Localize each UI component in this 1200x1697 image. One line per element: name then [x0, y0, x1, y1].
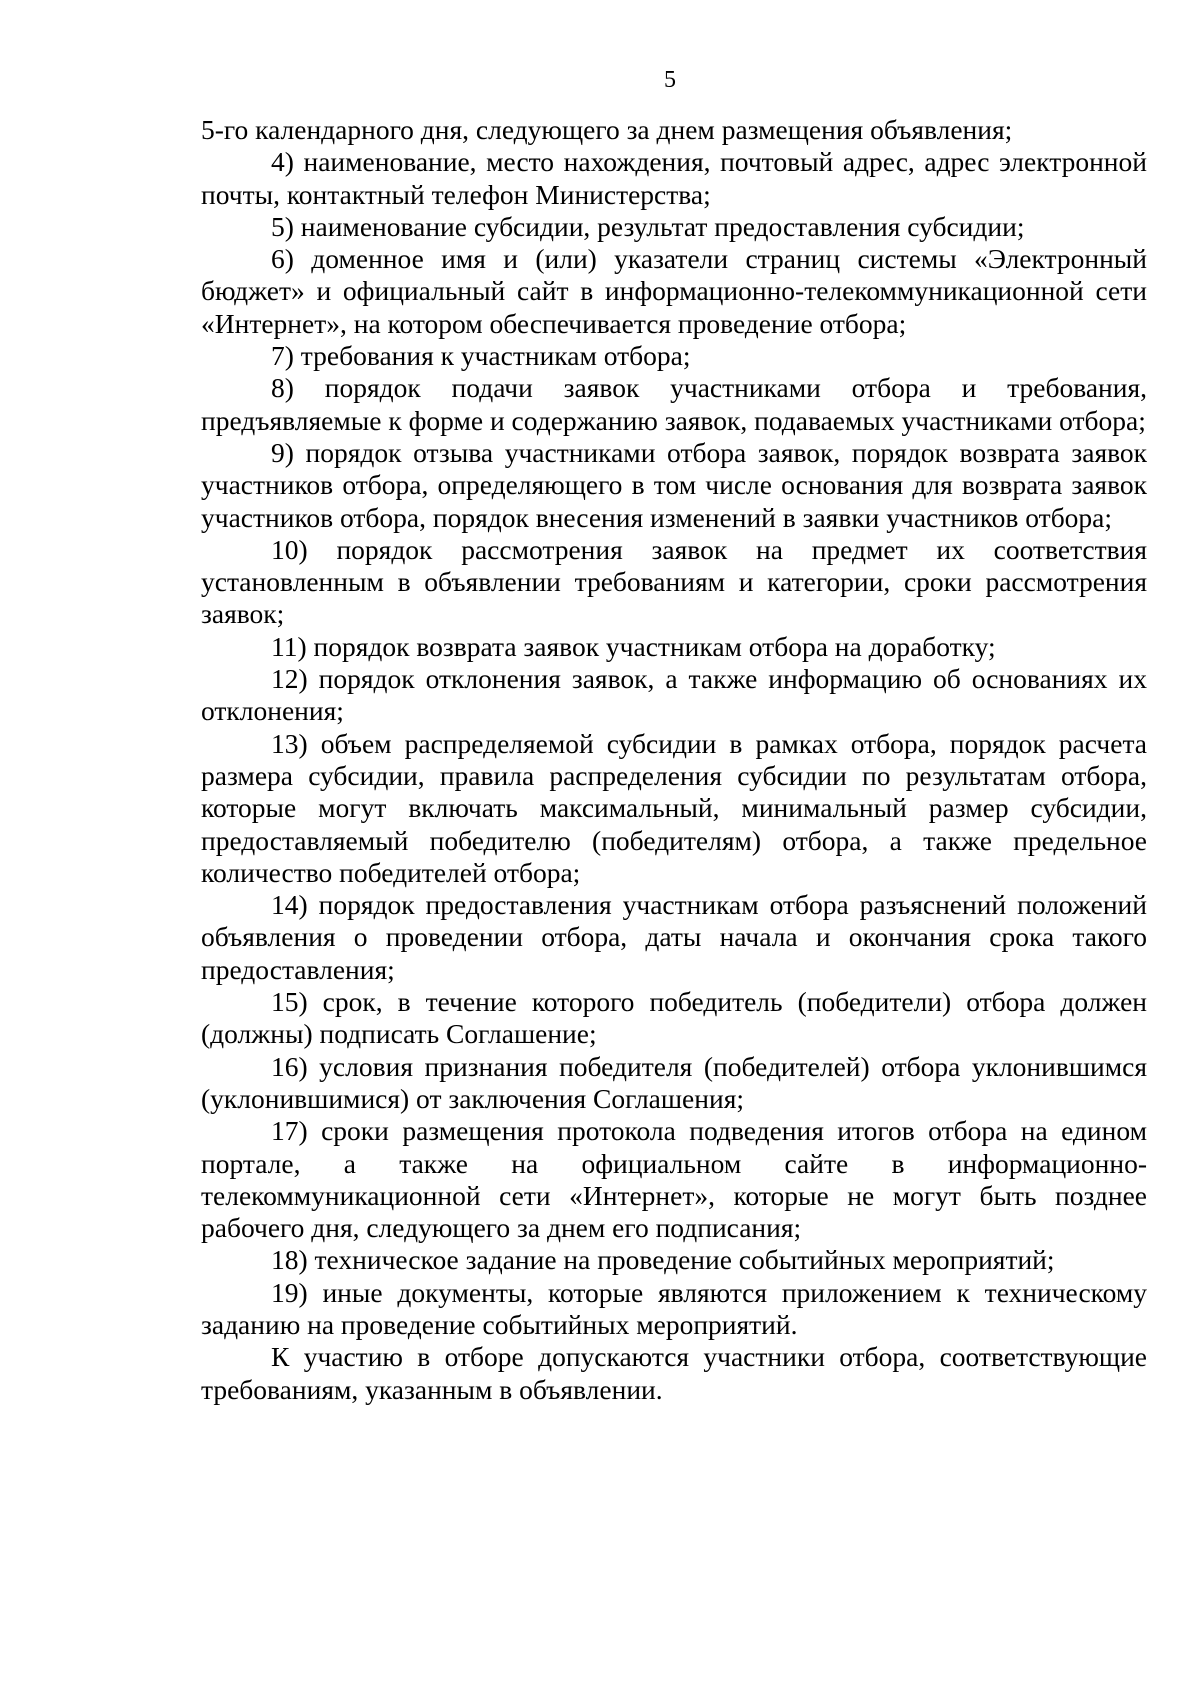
list-item-8: 8) порядок подачи заявок участниками отбора и требования, предъявляемые к форме и содержанию заявок, подаваемых участниками отбора; [201, 372, 1147, 436]
paragraph-continuation: 5-го календарного дня, следующего за днем размещения объявления; [201, 114, 1013, 145]
list-item-7: 7) требования к участникам отбора; [271, 340, 691, 372]
list-item-15: 15) срок, в течение которого победитель (победители) отбора должен (должны) подписать Соглашение; [201, 986, 1147, 1050]
list-item-18: 18) техническое задание на проведение событийных мероприятий; [271, 1244, 1055, 1276]
list-item-4: 4) наименование, место нахождения, почтовый адрес, адрес электронной почты, контактный телефон Министерства; [201, 146, 1147, 210]
list-item-17: 17) сроки размещения протокола подведения итогов отбора на едином портале, а также на официальном сайте в информационно-телекоммуникационной сети «Интернет», которые не могут быть позднее рабочего дня, следующего за днем его подписания; [201, 1115, 1147, 1244]
document-body [201, 114, 1147, 1406]
list-item-19: 19) иные документы, которые являются приложением к техническому заданию на проведение событийных мероприятий. [201, 1276, 1147, 1340]
list-item-6: 6) доменное имя и (или) указатели страниц системы «Электронный бюджет» и официальный сайт в информационно-телекоммуникационной сети «Интернет», на котором обеспечивается проведение отбора; [201, 243, 1147, 339]
list-item-5: 5) наименование субсидии, результат предоставления субсидии; [271, 210, 1025, 242]
list-item-16: 16) условия признания победителя (победителей) отбора уклонившимся (уклонившимися) от заключения Соглашения; [201, 1050, 1147, 1114]
page-number: 5 [664, 67, 676, 93]
list-item-14: 14) порядок предоставления участникам отбора разъяснений положений объявления о проведении отбора, даты начала и окончания срока такого предоставления; [201, 889, 1147, 985]
list-item-10: 10) порядок рассмотрения заявок на предмет их соответствия установленным в объявлении требованиям и категории, сроки рассмотрения заявок; [201, 533, 1147, 630]
list-item-11: 11) порядок возврата заявок участникам отбора на доработку; [271, 630, 996, 662]
list-item-13: 13) объем распределяемой субсидии в рамках отбора, порядок расчета размера субсидии, правила распределения субсидии по результатам отбора, которые могут включать максимальный, минимальный размер субсидии, предоставляемый победителю (победителям) отбора, а также предельное количество победителей отбора; [201, 727, 1147, 888]
list-item-9: 9) порядок отзыва участниками отбора заявок, порядок возврата заявок участников отбора, определяющего в том числе основания для возврата заявок участников отбора, порядок внесения изменений в заявки участников отбора; [201, 436, 1147, 533]
list-item-12: 12) порядок отклонения заявок, а также информацию об основаниях их отклонения; [201, 663, 1147, 727]
closing-paragraph: К участию в отборе допускаются участники отбора, соответствующие требованиям, указанным в объявлении. [201, 1341, 1147, 1405]
